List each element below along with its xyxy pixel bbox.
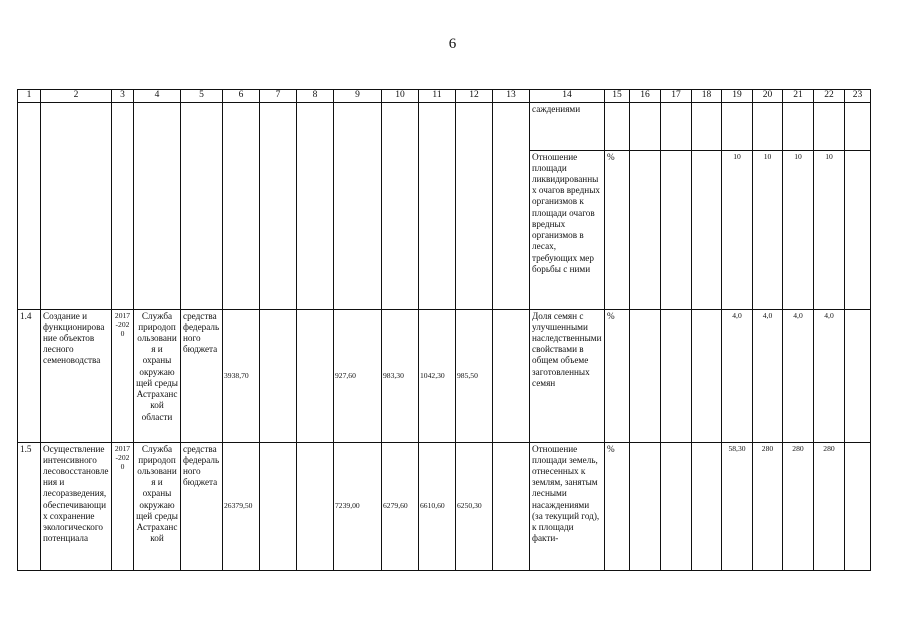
- column-number: 6: [223, 90, 260, 103]
- amount-cell: 927,60: [334, 309, 382, 442]
- unit-cell: %: [605, 309, 630, 442]
- amount-cell: 983,30: [382, 309, 419, 442]
- column-number: 5: [181, 90, 223, 103]
- column-number: 12: [456, 90, 493, 103]
- value-cell: 4,0: [722, 309, 753, 442]
- amount-cell: 985,50: [456, 309, 493, 442]
- value-cell: 4,0: [814, 309, 845, 442]
- column-number: 20: [753, 90, 783, 103]
- column-number: 19: [722, 90, 753, 103]
- column-number: 17: [661, 90, 692, 103]
- indicator-cell: Доля семян с улучшенными наследственными свойствами в общем объеме заготовленных семян: [530, 309, 605, 442]
- column-number: 22: [814, 90, 845, 103]
- column-number: 4: [134, 90, 181, 103]
- page-number: 6: [448, 36, 457, 52]
- column-number: 8: [297, 90, 334, 103]
- period-cell: 2017-2020: [114, 443, 131, 472]
- activity-name: Осуществление интенсивного лесовосстановления и лесоразведения, обеспечивающих сохранение экологического потенциала: [43, 443, 109, 544]
- column-number: 10: [382, 90, 419, 103]
- executor-cell: Служба природопользования и охраны окружающей среды Астраханской: [136, 443, 178, 544]
- row-number: 1.4: [18, 309, 41, 442]
- table-row-1-4: [18, 309, 871, 442]
- column-number: 21: [783, 90, 814, 103]
- column-number: 16: [630, 90, 661, 103]
- value-cell: 4,0: [753, 309, 783, 442]
- amount-cell: 7239,00: [334, 442, 382, 570]
- column-number: 18: [692, 90, 722, 103]
- column-number: 14: [530, 90, 605, 103]
- column-number: 11: [419, 90, 456, 103]
- value-cell: 10: [783, 150, 814, 309]
- column-number: 13: [493, 90, 530, 103]
- column-number: 7: [260, 90, 297, 103]
- indicator-cell: Отношение площади земель, отнесенных к землям, занятым лесными насаждениями (за текущий год), к площади факти-: [532, 443, 600, 544]
- total-amount-cell: 3938,70: [223, 309, 260, 442]
- column-number-row: [18, 90, 871, 103]
- indicator-cell: саждениями: [530, 102, 605, 150]
- amount-cell: 6250,30: [456, 442, 493, 570]
- executor-cell: Служба природопользования и охраны окружающей среды Астраханской области: [134, 309, 181, 442]
- value-cell: 58,30: [722, 442, 753, 570]
- funding-source-cell: средства федерального бюджета: [181, 309, 223, 442]
- period-cell: 2017-2020: [112, 309, 134, 442]
- value-cell: 10: [814, 150, 845, 309]
- total-amount-cell: 26379,50: [223, 442, 260, 570]
- amount-cell: 6279,60: [382, 442, 419, 570]
- program-table: [17, 89, 871, 571]
- column-number: 2: [41, 90, 112, 103]
- value-cell: 10: [722, 150, 753, 309]
- amount-cell: 1042,30: [419, 309, 456, 442]
- value-cell: 280: [753, 442, 783, 570]
- column-number: 3: [112, 90, 134, 103]
- table-row: [18, 102, 871, 150]
- amount-cell: 6610,60: [419, 442, 456, 570]
- column-number: 9: [334, 90, 382, 103]
- value-cell: 4,0: [783, 309, 814, 442]
- activity-name: Создание и функционирование объектов лесного семеноводства: [41, 309, 112, 442]
- column-number: 15: [605, 90, 630, 103]
- column-number: 23: [845, 90, 871, 103]
- value-cell: 280: [783, 442, 814, 570]
- table-row-1-5: [18, 442, 871, 570]
- indicator-cell: Отношение площади ликвидированных очагов вредных организмов к площади очагов вредных организмов в лесах, требующих мер борьбы с ними: [530, 150, 605, 309]
- value-cell: 280: [814, 442, 845, 570]
- row-number: 1.5: [20, 443, 32, 454]
- column-number: 1: [18, 90, 41, 103]
- unit-cell: %: [605, 150, 630, 309]
- funding-source-cell: средства федерального бюджета: [183, 443, 220, 488]
- unit-cell: %: [607, 443, 615, 454]
- value-cell: 10: [753, 150, 783, 309]
